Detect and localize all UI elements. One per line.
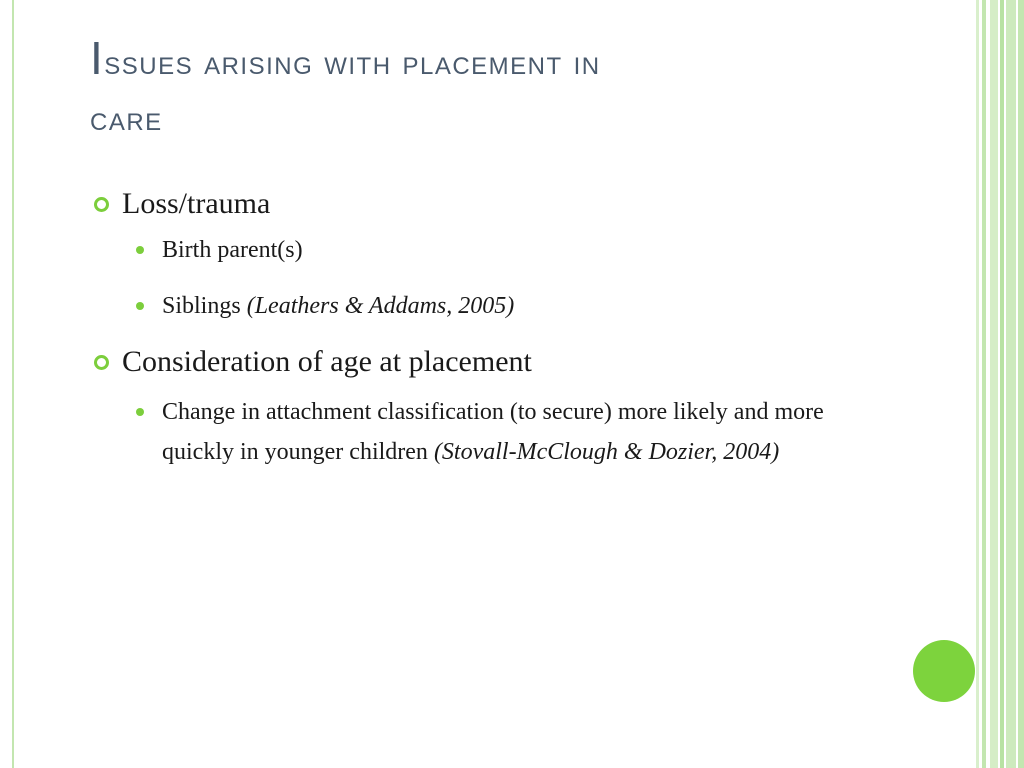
bullet-text: Consideration of age at placement	[122, 345, 532, 378]
sub-bullet-text: Birth parent(s)	[162, 237, 303, 263]
bullet-item	[92, 342, 872, 382]
dot-bullet-icon	[136, 408, 144, 416]
sub-bullet-item	[92, 230, 872, 270]
left-border-line	[12, 0, 14, 768]
bullet-text: Loss/trauma	[122, 187, 271, 220]
slide-title-line1: ssues arising with placement in	[104, 44, 601, 82]
sub-bullet-text: Change in attachment classification (to secure) more likely and more quickly in younger children	[162, 399, 824, 465]
dot-bullet-icon	[136, 302, 144, 310]
citation: (Stovall-McClough & Dozier, 2004)	[433, 439, 780, 465]
citation: (Leathers & Addams, 2005)	[246, 293, 515, 319]
dot-bullet-icon	[136, 246, 144, 254]
sub-bullet-item	[92, 286, 872, 326]
sub-bullet-text: Siblings	[162, 293, 247, 319]
slide-title-initial: I	[90, 32, 105, 84]
slide-content	[92, 184, 872, 472]
ring-bullet-icon	[94, 197, 109, 212]
decorative-green-circle	[913, 640, 975, 702]
bullet-item	[92, 184, 872, 224]
ring-bullet-icon	[94, 355, 109, 370]
right-border-stripes	[976, 0, 1024, 768]
slide-title	[90, 30, 890, 147]
sub-bullet-item	[92, 392, 872, 472]
slide-title-line2: care	[90, 100, 163, 138]
